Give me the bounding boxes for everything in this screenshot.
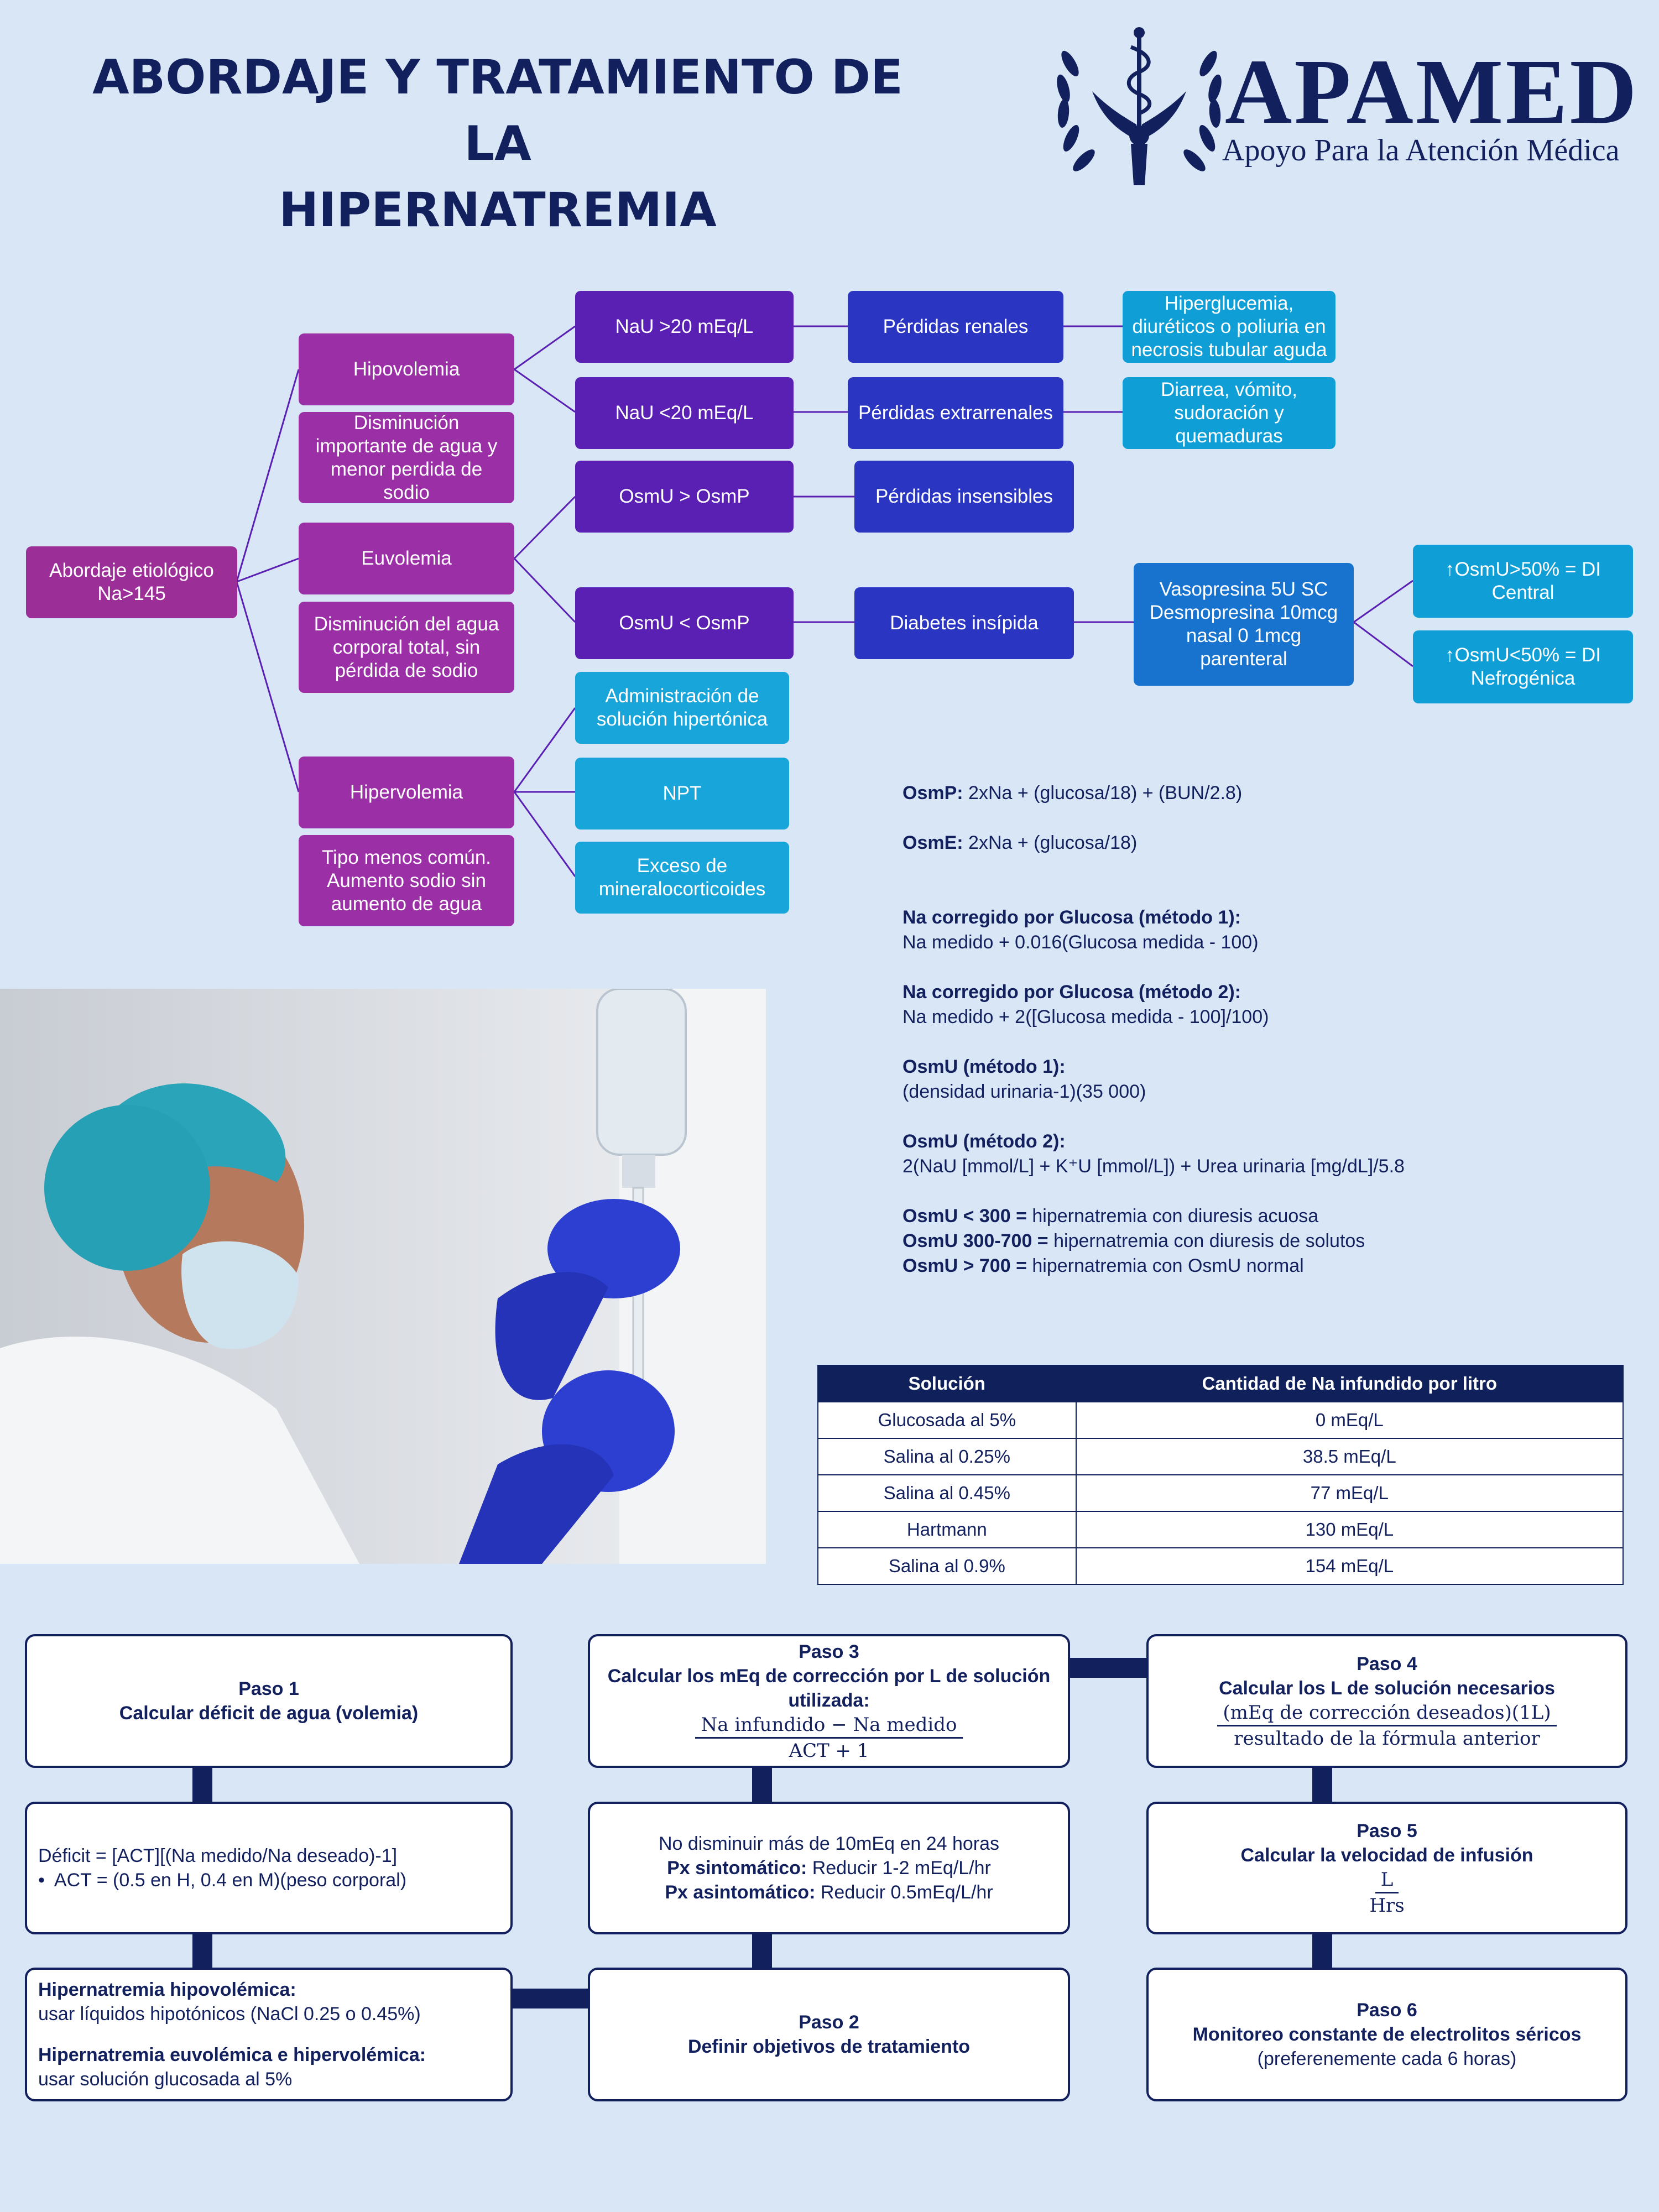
hipovol-text: usar líquidos hipotónicos (NaCl 0.25 o 0.45%)	[38, 2004, 421, 2025]
node-perdidas-renales: Pérdidas renales	[848, 291, 1063, 363]
connector	[752, 1933, 772, 1969]
root-abordaje-etiologico	[26, 546, 237, 618]
node-causas-extrarrenales: Diarrea, vómito, sudoración y quemaduras	[1123, 377, 1335, 449]
node-causas-renales: Hiperglucemia, diuréticos o poliuria en necrosis tubular aguda	[1123, 291, 1335, 363]
table-row	[818, 1438, 1623, 1475]
table-header-solucion: Solución	[818, 1365, 1076, 1402]
deficit-box	[25, 1802, 513, 1934]
paso-6-text: Monitoreo constante de electrolitos séricos	[1192, 2024, 1582, 2045]
table-cell: Glucosada al 5%	[818, 1402, 1076, 1438]
osmu-range-3: OsmU > 700 = hipernatremia con OsmU normal	[902, 1255, 1304, 1276]
node-perdidas-insensibles: Pérdidas insensibles	[854, 461, 1074, 533]
formula-osme: OsmE: 2xNa + (glucosa/18)	[902, 832, 1138, 853]
paso-1-text: Calcular déficit de agua (volemia)	[119, 1703, 419, 1724]
formula-nacorr2: Na medido + 2([Glucosa medida - 100]/100)	[902, 1006, 1269, 1027]
osmu-range-1: OsmU < 300 = hipernatremia con diuresis acuosa	[902, 1206, 1319, 1227]
euvol-text: usar solución glucosada al 5%	[38, 2069, 293, 2090]
formula-nacorr2-label: Na corregido por Glucosa (método 2):	[902, 982, 1241, 1003]
table-row	[818, 1511, 1623, 1548]
desc-euvolemia: Disminución del agua corporal total, sin pérdida de sodio	[299, 602, 514, 693]
node-hiper-mineralocorticoides: Exceso de mineralocorticoides	[575, 842, 789, 914]
paso-4-title: Paso 4	[1357, 1653, 1417, 1674]
table-cell: Salina al 0.45%	[818, 1475, 1076, 1511]
objetivos-box	[588, 1802, 1070, 1934]
table-row	[818, 1475, 1623, 1511]
paso-5-box	[1146, 1802, 1627, 1934]
formula-nacorr1: Na medido + 0.016(Glucosa medida - 100)	[902, 932, 1259, 953]
node-hipervolemia: Hipervolemia	[299, 757, 514, 828]
paso-3-box	[588, 1634, 1070, 1768]
node-hipovolemia: Hipovolemia	[299, 333, 514, 405]
connector	[192, 1933, 212, 1969]
connector	[752, 1767, 772, 1803]
brand-tagline: Apoyo Para la Atención Médica	[1222, 133, 1620, 168]
objetivo-sintomatico: Px sintomático: Reducir 1-2 mEq/L/hr	[667, 1858, 991, 1879]
connector	[1312, 1933, 1332, 1969]
root-line-2: Na>145	[97, 583, 166, 604]
node-di-central: ↑OsmU>50% = DI Central	[1413, 545, 1633, 618]
paso-5-text: Calcular la velocidad de infusión	[1240, 1844, 1533, 1866]
objetivo-asintomatico: Px asintomático: Reducir 0.5mEq/L/hr	[665, 1882, 993, 1903]
formula-osmu1-label: OsmU (método 1):	[902, 1056, 1066, 1077]
table-cell: 130 mEq/L	[1076, 1511, 1623, 1548]
paso-5-fraction: $\frac{L}{\text{Hrs}}$	[1369, 1868, 1405, 1917]
desc-hipovolemia: Disminución importante de agua y menor perdida de sodio	[299, 412, 514, 503]
sodium-solutions-table	[817, 1365, 1624, 1585]
node-osmu-gt: OsmU > OsmP	[575, 461, 794, 533]
table-row	[818, 1548, 1623, 1584]
euvol-label: Hipernatremia euvolémica e hipervolémica:	[38, 2044, 426, 2065]
table-cell: 77 mEq/L	[1076, 1475, 1623, 1511]
paso-2-box	[588, 1968, 1070, 2101]
formula-osmp: OsmP: 2xNa + (glucosa/18) + (BUN/2.8)	[902, 782, 1243, 804]
paso-4-fraction: $\frac{\text{(mEq de corrección deseados)(1L)}}{\text{resultado de la fórmula anterior}}$	[1217, 1700, 1556, 1751]
liquidos-box	[25, 1968, 513, 2101]
root-line-1: Abordaje etiológico	[49, 560, 214, 581]
connector	[1312, 1767, 1332, 1803]
paso-3-fraction: $\frac{\text{Na infundido − Na medido}}{\text{ACT + 1}}$	[695, 1713, 962, 1763]
paso-3-title: Paso 3	[799, 1641, 859, 1662]
formula-osmu2: 2(NaU [mmol/L] + K⁺U [mmol/L]) + Urea urinaria [mg/dL]/5.8	[902, 1156, 1405, 1177]
objetivo-limite: No disminuir más de 10mEq en 24 horas	[658, 1833, 1000, 1854]
formulas-panel	[902, 781, 1621, 1279]
connector	[192, 1767, 212, 1803]
table-cell: Salina al 0.9%	[818, 1548, 1076, 1584]
node-osmu-lt: OsmU < OsmP	[575, 587, 794, 659]
node-nau-low: NaU <20 mEq/L	[575, 377, 794, 449]
table-cell: Hartmann	[818, 1511, 1076, 1548]
paso-2-title: Paso 2	[799, 2012, 859, 2033]
paso-6-title: Paso 6	[1357, 2000, 1417, 2021]
node-diabetes-insipida: Diabetes insípida	[854, 587, 1074, 659]
table-header-row	[818, 1365, 1623, 1402]
nurse-iv-bag-photo	[0, 989, 766, 1564]
table-cell: 38.5 mEq/L	[1076, 1438, 1623, 1475]
table-cell: Salina al 0.25%	[818, 1438, 1076, 1475]
node-perdidas-extrarrenales: Pérdidas extrarrenales	[848, 377, 1063, 449]
act-formula: • ACT = (0.5 en H, 0.4 en M)(peso corporal)	[38, 1870, 407, 1891]
hipovol-label: Hipernatremia hipovolémica:	[38, 1979, 296, 2000]
brand-name: APAMED	[1225, 40, 1639, 143]
table-cell: 154 mEq/L	[1076, 1548, 1623, 1584]
deficit-formula: Déficit = [ACT][(Na medido/Na deseado)-1]	[38, 1845, 398, 1866]
paso-1-title: Paso 1	[238, 1678, 299, 1699]
paso-2-text: Definir objetivos de tratamiento	[687, 2036, 971, 2057]
table-header-cantidad: Cantidad de Na infundido por litro	[1076, 1365, 1623, 1402]
table-cell: 0 mEq/L	[1076, 1402, 1623, 1438]
osmu-range-2: OsmU 300-700 = hipernatremia con diuresis de solutos	[902, 1230, 1365, 1251]
node-vasopresina: Vasopresina 5U SC Desmopresina 10mcg nasal 0 1mcg parenteral	[1134, 563, 1354, 686]
node-euvolemia: Euvolemia	[299, 523, 514, 594]
node-nau-high: NaU >20 mEq/L	[575, 291, 794, 363]
paso-6-box	[1146, 1968, 1627, 2101]
node-di-nefrogenica: ↑OsmU<50% = DI Nefrogénica	[1413, 630, 1633, 703]
paso-5-title: Paso 5	[1357, 1820, 1417, 1841]
paso-4-text: Calcular los L de solución necesarios	[1219, 1677, 1555, 1699]
node-hiper-npt: NPT	[575, 758, 789, 830]
connector	[1070, 1658, 1147, 1678]
desc-hipervolemia: Tipo menos común. Aumento sodio sin aumento de agua	[299, 835, 514, 926]
node-hiper-hipertonica: Administración de solución hipertónica	[575, 672, 789, 744]
connector	[512, 1989, 589, 2008]
paso-1-box	[25, 1634, 513, 1768]
paso-4-box	[1146, 1634, 1627, 1768]
title-line-1: ABORDAJE Y TRATAMIENTO DE LA	[92, 50, 903, 171]
paso-6-sub: (preferenemente cada 6 horas)	[1257, 2048, 1517, 2069]
table-row	[818, 1402, 1623, 1438]
formula-osmu2-label: OsmU (método 2):	[902, 1131, 1066, 1152]
formula-nacorr1-label: Na corregido por Glucosa (método 1):	[902, 907, 1241, 928]
title-line-2: HIPERNATREMIA	[279, 182, 717, 238]
formula-osmu1: (densidad urinaria-1)(35 000)	[902, 1081, 1146, 1102]
paso-3-text: Calcular los mEq de corrección por L de solución utilizada:	[607, 1665, 1051, 1711]
